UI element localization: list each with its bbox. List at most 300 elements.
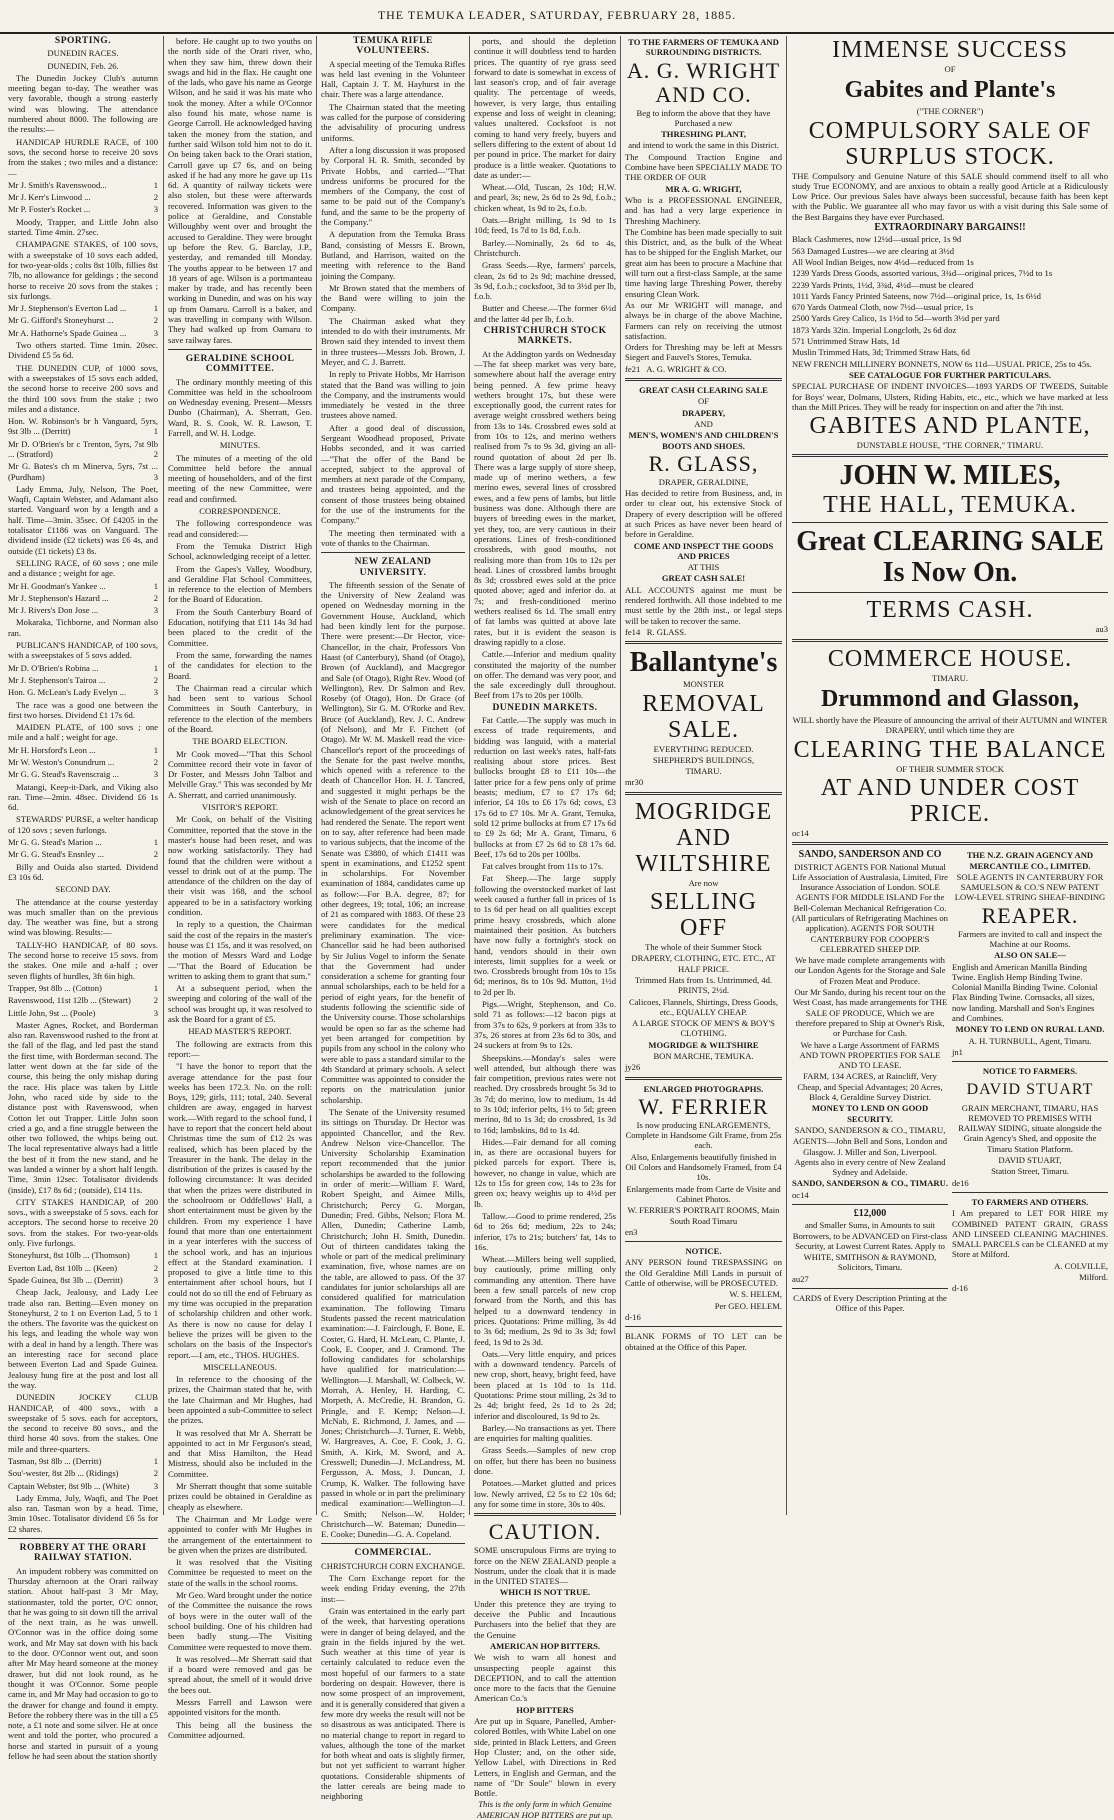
paragraph: Wheat.—Millers being well supplied, buy cautiously, prime milling only commanding any attention. There have been a few small parcels of new crop forward from the North, and this has helped to a downward tendency in prices. Quotations: Prime milling, 3s 4d to 3s 6d; medium, 2s 9d to 3s 3d; fowl feed, 1s 9d to 2s 3d. bbox=[474, 1254, 616, 1347]
ad-text: Milford. bbox=[1079, 1272, 1108, 1282]
result-row: Mr J. Kerr's Linwood ... 2 bbox=[8, 192, 158, 203]
paragraph: Matangi, Keep-it-Dark, and Viking also ran. Time—2min. 48sec. Dividend £6 1s 6d. bbox=[8, 781, 158, 813]
ad-title: AT AND UNDER COST PRICE. bbox=[820, 774, 1080, 827]
result-row: Hon. W. Robinson's br h Vanguard, 5yrs, 9st 3lb ... (Derritt) 1 bbox=[8, 416, 158, 437]
caution-ad bbox=[474, 1520, 616, 1820]
commerce-ad bbox=[792, 646, 1108, 838]
result-row: Mr W. Weston's Conundrum ... 2 bbox=[8, 757, 158, 767]
divider bbox=[625, 641, 782, 644]
paragraph: The Chairman and Mr Lodge were appointed to confer with Mr Hughes in the arrangement of the entertainment to be given when the prizes are distributed. bbox=[168, 1513, 312, 1555]
ad-text: WHICH IS NOT TRUE. bbox=[499, 1587, 591, 1598]
ad-code: d-16 bbox=[952, 1283, 968, 1294]
sub-heading: VISITOR'S REPORT. bbox=[201, 802, 279, 813]
paragraph: Cattle.—Inferior and medium quality constituted the majority of the number on offer. The demand was very poor, and the sale exceedingly dull throughout. Beef from 17s to 20s per 100lb. bbox=[474, 649, 616, 701]
section-heading: GERALDINE SCHOOL COMMITTEE. bbox=[185, 353, 295, 375]
sub-heading: DUNEDIN RACES. bbox=[47, 48, 119, 59]
caution-title: CAUTION. bbox=[488, 1519, 602, 1545]
ad-title: GABITES AND PLANTE, bbox=[809, 413, 1091, 440]
ad-text: We wish to warn all honest and unsuspecting people against this DECEPTION, and to call the attention once more to the facts that the Genuine American Co.'s bbox=[474, 1652, 616, 1704]
bargain-item: 670 Yards Oatmeal Cloth, now 7½d—usual price, 1s bbox=[792, 302, 974, 313]
paragraph: The Chairman asked what they intended to do with their instruments. Mr Brown said they intended to invest them in three trustees—Messrs Job. Brown, J. Meyer, and C. J. Barrett. bbox=[321, 315, 465, 367]
ad-title: CLEARING THE BALANCE bbox=[793, 736, 1107, 763]
ad-text: and intend to work the same in this District. bbox=[628, 140, 779, 151]
paragraph: Grass Seeds.—Samples of new crop on offer, but there has been no business done. bbox=[474, 1445, 616, 1477]
divider bbox=[321, 1543, 465, 1544]
column-ads-right bbox=[792, 36, 1108, 1515]
paragraph: A deputation from the Temuka Brass Band, consisting of Messrs E. Brown, Butland, and Harrison, waited on the meeting with reference to the Band joining the Company. bbox=[321, 229, 465, 281]
divider bbox=[792, 842, 1108, 845]
ad-text: THRESHING PLANT, bbox=[661, 129, 746, 140]
paragraph: Tallow.—Good to prime rendered, 25s 6d to 26s 6d; medium, 22s to 24s; inferior, 17s to 21s; butchers' fat, 14s to 16s. bbox=[474, 1210, 616, 1252]
result-row: Captain Webster, 8st 9lb ... (White) 3 bbox=[8, 1480, 158, 1491]
result-row: Mr H. Goodman's Yankee ... 1 bbox=[8, 580, 158, 591]
ad-text: ("THE CORNER") bbox=[916, 106, 984, 117]
bargain-item: 563 Damaged Lustres—we are clearing at 3½d bbox=[792, 245, 955, 256]
result-row: Mr J. Stephenson's Hazard ... 2 bbox=[8, 592, 158, 603]
column-ads-left bbox=[625, 36, 782, 1515]
ad-heading: ENLARGED PHOTOGRAPHS. bbox=[643, 1083, 764, 1094]
paragraph: Fat calves brought from 11s to 17s. bbox=[482, 861, 604, 872]
ad-title: COMMERCE HOUSE. bbox=[827, 645, 1073, 672]
paragraph: It was resolved that the Visiting Committee be requested to meet on the state of the walls in the school rooms. bbox=[168, 1557, 312, 1588]
ad-text: Orders for Threshing may be left at Messrs Siegert and Fauvel's Stores, Temuka. bbox=[625, 342, 782, 363]
ad-text: A. H. TURNBULL, Agent, Timaru. bbox=[968, 1035, 1092, 1046]
ad-heading: THE N.Z. GRAIN AGENCY AND MERCANTILE CO., LIMITED. bbox=[966, 850, 1094, 871]
ad-text: DRAPERY, CLOTHING, ETC. ETC., AT HALF PRICE. bbox=[631, 953, 776, 974]
result-row: Mr J. Rivers's Don Jose ... 3 bbox=[8, 605, 158, 616]
ad-text: Is now producing ENLARGEMENTS, Complete in Handsome Gilt Frame, from 25s each. bbox=[625, 1119, 782, 1151]
ad-code: jn1 bbox=[952, 1046, 963, 1057]
section-heading: CHRISTCHURCH STOCK MARKETS. bbox=[483, 326, 607, 347]
result-row: Everton Lad, 8st 10lb ... (Keen) 2 bbox=[8, 1262, 158, 1273]
section-heading: ROBBERY AT THE ORARI RAILWAY STATION. bbox=[19, 1543, 147, 1564]
paragraph: This being all the business the Committee adjourned. bbox=[168, 1719, 312, 1740]
two-column-ads bbox=[792, 849, 1108, 1314]
paragraph: Mr Brown stated that the members of the Band were willing to join the Company. bbox=[321, 282, 465, 314]
paragraph: Barley.—No transactions as yet. There are enquiries for malting qualities. bbox=[474, 1422, 616, 1444]
paragraph: Mr Cook moved—"That this School Committee record their vote in favor of Dr Foster, and Messrs John Talbot and Melville Gray." This was seconded by Mr A. Sherratt, and carried unanimously. bbox=[168, 748, 312, 800]
ad-text: AGENTS—John Bell and Sons, London and Glasgow. J. Miller and Son, Liverpool. Agents also in every centre of New Zealand Sydney and Adelaide. bbox=[792, 1136, 948, 1178]
divider bbox=[625, 1326, 782, 1327]
ad-text: MONSTER bbox=[682, 679, 725, 690]
ad-text: GRAIN MERCHANT, TIMARU, HAS REMOVED TO PREMISES WITH RAILWAY SIDING, situate alongside the Grain Agency's Shed, and opposite the Timaru Station Platform. bbox=[958, 1102, 1102, 1154]
sub-heading: CHRISTCHURCH CORN EXCHANGE. bbox=[321, 1560, 465, 1571]
column-rule bbox=[786, 36, 787, 1515]
divider bbox=[952, 1192, 1108, 1193]
race-title: CITY STAKES HANDICAP, of 200 sovs., with a sweepstake of 5 sovs. each for acceptors. The second horse to receive 20 sovs. from the stakes. For two-year-olds only. Five furlongs. bbox=[8, 1196, 158, 1249]
race-title: MAIDEN PLATE, of 100 sovs ; one mile and a half ; weight for age. bbox=[8, 722, 158, 743]
divider bbox=[792, 522, 1108, 523]
ad-text: TIMARU. bbox=[685, 766, 722, 777]
ad-text: MEN'S, WOMEN'S AND CHILDREN'S BOOTS AND SHOES. bbox=[628, 430, 779, 451]
bargain-item: 2239 Yards Prints, 1½d, 3¾d, 4½d—must be cleared bbox=[792, 279, 974, 290]
ad-text: MR A. G. WRIGHT, bbox=[665, 183, 742, 194]
paragraph: From the Temuka District High School, acknowledging receipt of a letter. bbox=[168, 540, 312, 562]
paragraph: The attendance at the course yesterday was much smaller than on the previous day. The weather was fine, but a strong wind was blowing. Results:— bbox=[8, 896, 158, 938]
ad-code: au27 bbox=[792, 1273, 809, 1284]
ad-text: Trimmed Hats from 1s. Untrimmed, 4d. PRINTS, 2½d. bbox=[634, 974, 773, 996]
bargain-item: All Wool Indian Beiges, now 4½d—reduced from 1s bbox=[792, 256, 974, 267]
ad-text: Who is a PROFESSIONAL ENGINEER, and has had a very large experience in Threshing Machinery. bbox=[625, 194, 782, 226]
paragraph: The following correspondence was read and considered:— bbox=[168, 518, 312, 539]
masthead bbox=[0, 0, 1114, 34]
paragraph: Moody, Trapper, and Little John also started. Time 4min. 27sec. bbox=[8, 216, 158, 238]
race-title: PUBLICAN'S HANDICAP, of 100 sovs, with a sweepstakes of 5 sovs added. bbox=[8, 640, 158, 661]
miles-ad bbox=[792, 461, 1108, 634]
ad-title: THE HALL, TEMUKA. bbox=[823, 492, 1077, 519]
paragraph: The ordinary monthly meeting of this Committee was held in the schoolroom on Wednesday evening. Present—Messrs Dunbo (Chairman), A. Sherratt, Geo. Ward, R. S. Cook, W. R. Lawson, T. Farrell, and W. H. Lodge. bbox=[168, 376, 312, 438]
ad-title: COMPULSORY SALE OF SURPLUS STOCK. bbox=[808, 117, 1092, 170]
bargain-item: 1011 Yards Fancy Printed Sateens, now 7½d—original price, 1s, 1s 6½d bbox=[792, 290, 1041, 301]
ad-text: W. FERRIER'S PORTRAIT ROOMS, Main South Road Timaru bbox=[627, 1205, 780, 1226]
paragraph: Mr Geo. Ward brought under the notice of the Committee the nuisance the rows of boys were in the outer wall of the school building. One of his children had been badly stung.—The Visiting Committee were requested to move them. bbox=[168, 1590, 312, 1652]
paragraph: Fat Cattle.—The supply was much in excess of trade requirements, and bidding was languid, with a material reduction on last week's rates, half-fats realising about store prices. Best bullocks brought £8 to £11 10s—the latter price for a few pens only of prime beasts; medium, £7 to £7 17s 6d; inferior, £4 10s to £6 17s 6d; cows, £3 17s 6d to £7 10s. Mr A. Grant, Temuka, sold 12 prime bullocks at from £7 17s 6d to £9 2s 6d; Mr A. Grant, Timaru, 6 bullocks at from £7 2s 6d to £8 17s 6d. Beef, 17s 6d to 20s per 100lbs. bbox=[474, 715, 616, 859]
paragraph: Fat Sheep.—The large supply following the overstocked market of last week caused a further fall in prices of 1s to 1s 6d per head on all qualities except prime heavy crossbreds, which alone maintained their position. As butchers have now fully a fortnight's stock on hand, vendors should in their own interests, limit supplies for a week or two. Crossbreds brought from 10s to 15s 6d; merinos, 8s to 10s 9d. Mutton, 1½d to 2d per lb. bbox=[474, 873, 616, 997]
result-row: Mr G. G. Stead's Marion ... 1 bbox=[8, 837, 158, 848]
result-row: Mr G. Bates's ch m Minerva, 5yrs, 7st ... (Purdham) 3 bbox=[8, 461, 158, 482]
section-heading: NEW ZEALAND UNIVERSITY. bbox=[354, 557, 432, 578]
sub-heading: SECOND DAY. bbox=[55, 884, 111, 895]
paragraph: It was resolved that Mr A. Sherratt be appointed to act in Mr Ferguson's stead, and that Miss Hamilton, the Head Mistress, should also be included in the Committee. bbox=[168, 1427, 312, 1479]
race-title: SELLING RACE, of 60 sovs ; one mile and a distance ; weight for age. bbox=[8, 557, 158, 579]
paragraph: In reply to a question, the Chairman said the cost of the repairs in the master's house was £1 15s, and it was resolved, on the motion of Messrs Ward and Lodge—"That the Board of Education be written to asking them to grant that sum." bbox=[168, 919, 312, 981]
ad-text: Are now bbox=[688, 877, 719, 888]
ad-title: W. FERRIER bbox=[638, 1093, 769, 1119]
ad-text: DAVID STUART, bbox=[998, 1155, 1062, 1166]
ad-text: BLANK FORMS of TO LET can be obtained at the Office of this Paper. bbox=[625, 1331, 782, 1352]
ad-text: COME AND INSPECT THE GOODS AND PRICES bbox=[633, 540, 774, 561]
ad-code: d-16 bbox=[625, 1311, 641, 1322]
result-row: Ravenswood, 11st 12lb ... (Stewart) 2 bbox=[8, 995, 158, 1006]
bargain-item: 571 Untrimmed Straw Hats, 1d bbox=[792, 336, 900, 347]
column-sporting bbox=[8, 36, 158, 1762]
ad-code: de16 bbox=[952, 1177, 969, 1188]
ad-text: AMERICAN HOP BITTERS. bbox=[489, 1640, 601, 1651]
ad-text: Our Mr Sando, during his recent tour on the West Coast, has made arrangements for THE SALE OF PRODUCE, Which we are therefore prepared to Ship at Owner's Risk, or Purchase for Cash. bbox=[792, 987, 948, 1039]
result-row: Mr H. Horsford's Leon ... 1 bbox=[8, 744, 158, 755]
paragraph: Butter and Cheese.—The former 6½d and the latter 4d per lb, f.o.b. bbox=[474, 303, 616, 324]
section-heading: COMMERCIAL. bbox=[354, 1548, 432, 1559]
paragraph: Lady Emma, July, Nelson, The Poet, Waqfi, Captain Webster, and Adamant also started. Vanguard won by a length and a half. Time—3min. 35sec. Of £4205 in the totalisator £1186 was on Vanguard. The dividend inside (£2 tickets) was £6 4s, and outside (£1 tickets) £3 8s. bbox=[8, 483, 158, 556]
result-row: Mr G. G. Stead's Ensnley ... 2 bbox=[8, 849, 158, 860]
ad-text: We have a Large Assortment of FARMS AND TOWN PROPERTIES FOR SALE AND TO LEASE. bbox=[799, 1039, 941, 1071]
divider bbox=[625, 1077, 782, 1080]
ad-heading: NOTICE. bbox=[685, 1246, 722, 1257]
sub-heading: MINUTES. bbox=[219, 440, 261, 451]
paragraph: Grain was entertained in the early part of the week, that harvesting operations were in danger of being delayed, and the grain in the fields injured by the wet. Such weather at this time of year is certainly calculated to reduce even the most hopeful of our farmers to a state bordering on despair. However, there is now some prospect of an improvement, and it is generally considered that given a few more dry weeks the result will not be so disastrous as was anticipated. There is no material change to report in regard to values, although the tone of the market for both wheat and oats is slightly firmer, but not yet sufficient to warrant higher quotations. Considerable shipments of the latter cereals are being made to neighboring bbox=[321, 1605, 465, 1802]
ad-text: Per GEO. HELEM. bbox=[714, 1300, 782, 1311]
bargain-list bbox=[792, 234, 1108, 369]
ad-text: Enlargements made from Carte de Visite and Cabinet Photos. bbox=[626, 1183, 781, 1204]
column-markets bbox=[474, 36, 616, 1820]
ad-code: en3 bbox=[625, 1226, 638, 1237]
ad-text: SOME unscrupulous Firms are trying to force on the NEW ZEALAND people a Nostrum, under the cloak that it is made in the UNITED STATES— bbox=[474, 1545, 616, 1587]
ad-code: au3 bbox=[1095, 624, 1108, 635]
ad-text: This is the only form in which Genuine AMERICAN HOP BITTERS are put up. bbox=[476, 1799, 614, 1820]
column-rule bbox=[163, 36, 164, 1515]
result-row: Mr D. O'Brien's br c Trenton, 5yrs, 7st 9lb ... (Stratford) 2 bbox=[8, 438, 158, 459]
result-row: Mr J. Smith's Ravenswood... 1 bbox=[8, 179, 158, 190]
ad-text: English and American Manilla Binding Twine. English Hemp Binding Twine. Colonial Manilla Binding Twine. Colonial Flax Binding Twine. Cornsacks, all sizes, now landing. Marshall and Son's Engines and Combines. bbox=[952, 961, 1098, 1024]
race-title: DUNEDIN JOCKEY CLUB HANDICAP, of 400 sovs., with a sweepstake of 5 sovs. each for acceptors, the second to receive 80 sovs., and the third horse 40 sovs. from the stakes. One mile and three-quarters. bbox=[8, 1392, 158, 1454]
result-row: Tasman, 9st 8lb ... (Derritt) 1 bbox=[8, 1456, 158, 1466]
paragraph: Hides.—Fair demand for all coming in, as there are occasional buyers for picked parcels for export. There is, however, no change in value, which are 12s to 15s for green cow, 14s to 23s for green ox; heavy weights up to 4½d per lb. bbox=[474, 1136, 616, 1209]
ad-text: GREAT CASH SALE! bbox=[661, 573, 746, 584]
paragraph: Barley.—Nominally, 2s 6d to 4s, Christchurch. bbox=[474, 237, 616, 258]
ad-title: Gabites and Plante's bbox=[844, 77, 1056, 104]
ad-text: Also, Enlargements beautifully finished in Oil Colors and Handsomely Framed, from £4 10s. bbox=[625, 1151, 782, 1183]
bargain-item: NEW FRENCH MILLINERY BONNETS, NOW 6s 11d—USUAL PRICE, 25s to 45s. bbox=[792, 358, 1092, 369]
paragraph: After a good deal of discussion, Sergeant Woodhead proposed, Private Hobbs seconded, and it was carried—"That the offer of the Band be accepted, subject to the approval of members at next parade of the Company, and trustees being appointed, and the consent of those trustees being obtained for the use of the instruments for the Company." bbox=[321, 422, 465, 526]
paragraph: From the Gapes's Valley, Woodbury, and Geraldine Flat School Committees, in reference to the election of Members for the Board of Education. bbox=[168, 563, 312, 605]
bargain-item: Muslin Trimmed Hats, 3d; Trimmed Straw Hats, 6d bbox=[792, 347, 970, 358]
ad-text: AT THIS bbox=[687, 562, 720, 573]
glass-ad bbox=[625, 385, 782, 637]
ad-code: mr30 bbox=[625, 777, 644, 788]
paragraph: Lady Emma, July, Waqfi, and The Poet also ran. Tasman won by a head. Time, 3min 10sec. Totalisator dividend £6 5s for £2 shares. bbox=[8, 1492, 158, 1534]
paragraph: Pigs.—Wright, Stephenson, and Co. sold 71 as follows:—12 bacon pigs at from 37s to 62s, 9 porkers at from 33s to 37s, 26 stores at from 23s 6d to 30s, and 24 suckers at from 9s to 12s. bbox=[474, 999, 616, 1051]
ad-heading: NOTICE TO FARMERS. bbox=[982, 1066, 1078, 1077]
ad-code: oc14 bbox=[792, 827, 809, 838]
ad-text: Station Street, Timaru. bbox=[991, 1166, 1069, 1177]
ad-signoff: fe14 R. GLASS. bbox=[625, 626, 687, 637]
paragraph: Cheap Jack, Jealousy, and Lady Lee trade also ran. Betting—Even money on Stoneyhurst, 2 to 1 on Everton Lad, 5 to 1 the others. The favorite was the quickest on his legs, and leading the whole way won with a deal in hand by a length. There was an interesting race for second place between Everton Lad and Spade Guinea. Jealousy hung fire at the post and lost all the way. bbox=[8, 1287, 158, 1390]
paragraph: A special meeting of the Temuka Rifles was held last evening in the Volunteer Hall, Captain J. T. M. Hayhurst in the chair. There was a large attendance. bbox=[321, 58, 465, 100]
divider bbox=[792, 1288, 948, 1289]
ad-text: A LARGE STOCK OF MEN'S & BOY'S CLOTHING. bbox=[632, 1018, 775, 1039]
result-row: Mr A. Hathorne's Spade Guinea ... 3 bbox=[8, 327, 158, 338]
bargain-item: 1239 Yards Dress Goods, assorted various, 3¾d—original prices, 7½d to 1s bbox=[792, 268, 1053, 279]
ad-heading: TO THE FARMERS OF TEMUKA AND SURROUNDING DISTRICTS. bbox=[628, 37, 779, 58]
notice-ad bbox=[625, 1246, 782, 1322]
paragraph: Mr Sherratt thought that some suitable prizes could be obtained in Geraldine as cheaply as elsewhere. bbox=[168, 1481, 312, 1512]
sub-heading: CORRESPONDENCE. bbox=[199, 506, 281, 517]
ad-text: and Smaller Sums, in Amounts to suit Borrowers, to be ADVANCED on First-class Security, at Lowest Current Rates. Apply to bbox=[792, 1220, 948, 1251]
paragraph: Messrs Farrell and Lawson were appointed visitors for the month. bbox=[168, 1697, 312, 1718]
ad-text: AND bbox=[694, 418, 713, 429]
column-volunteers-university bbox=[321, 36, 465, 1802]
ad-text: ALSO ON SALE— bbox=[994, 950, 1066, 961]
ad-heading: EXTRAORDINARY BARGAINS!! bbox=[874, 222, 1026, 234]
paragraph: "I have the honor to report that the average attendance for the past four weeks has been 172.3. No. on the roll: Boys, 129; girls, 111; total, 240. Several children are away, engaged in harvest work.—With regard to the school fund, I have to report that the concert held about Christmas time the sum of £12 2s was realised, which has been placed by the Treasurer in the bank. The delay in the distribution of the prizes is caused by the following circumstance: It was decided that when the prizes were distributed in the schoolroom or Oddfellows' Hall, a short entertainment must be given by the children. From my experience I have found that more than one entertainment in a year interferes with the success of the school work, and has an injurious effect at the Standard examination. I proposed to give a little time to this entertainment after school hours, but I could not do so till the end of February as my time was occupied in the preparation of scholarship children and other work. As there is now no cause for delay I believe the prizes will be given to the scholars on the basis of the Inspector's report.—I am, etc., THOS. HUGHES. bbox=[168, 1061, 312, 1360]
ad-heading: TO FARMERS AND OTHERS. bbox=[971, 1196, 1089, 1207]
paragraph: Billy and Ouida also started. Dividend £3 10s 6d. bbox=[8, 861, 158, 882]
paragraph: The Corn Exchange report for the week ending Friday evening, the 27th inst:— bbox=[321, 1573, 465, 1604]
ad-text: WHITE, SMITHSON & RAYMOND, Solicitors, Timaru. bbox=[803, 1252, 937, 1273]
ad-text: SPECIAL PURCHASE OF INDENT INVOICES—1893 YARDS OF TWEEDS, Suitable for Boys' wear, Dolmans, Ulsters, Riding Habits, etc., etc., which we have marked at less than the Mill Prices. They will be ready for inspection on and after the 7th inst. bbox=[792, 381, 1108, 412]
paragraph: The race was a good one between the first two horses. Dividend £1 17s 6d. bbox=[8, 699, 158, 720]
paragraph: The Chairman read a circular which had been sent to various School Committees in South Canterbury, in reference to the election of the members of the Board. bbox=[168, 682, 312, 734]
ad-text: Has decided to retire from Business, and, in order to clear out, his extensive Stock of Drapery of every description will be offered at such Prices as have never been heard of before in Geraldine. bbox=[625, 488, 782, 540]
divider bbox=[792, 454, 1108, 457]
bargain-item: Black Cashmeres, now 12½d—usual price, 1s 9d bbox=[792, 234, 962, 245]
sub-heading: THE BOARD ELECTION. bbox=[192, 736, 288, 747]
ad-text: The whole of their Summer Stock bbox=[645, 942, 762, 953]
paragraph: At a subsequent period, when the sweeping and coloring of the wall of the school was brought up, it was resolved to ask the Board for a grant of £5. bbox=[168, 983, 312, 1025]
divider bbox=[321, 552, 465, 553]
result-row: Mr J. Stephenson's Everton Lad ... 1 bbox=[8, 303, 158, 314]
ad-text: Calicoes, Flannels, Shirtings, Dress Goods, etc., EQUALLY CHEAP. bbox=[629, 996, 778, 1017]
paragraph: The following are extracts from this report:— bbox=[168, 1038, 312, 1059]
paragraph: The Dunedin Jockey Club's autumn meeting began to-day. The weather was very favorable, though a strong easterly wind was blowing. The attendance numbered about 8000. The following are the results:— bbox=[8, 72, 158, 135]
paragraph: Master Agnes, Rocket, and Borderman also ran. Ravenswood rushed to the front at the fall of the flag, and led past the stand the first time, with Borderman second. The latter went down at the far side of the course, this being the only mishap during the race. His place was taken by Little John, who raced side by side to the distance post with Ravenswood, when Cotton let out Trapper. Little John soon cried a go, and a fine struggle between the other two followed, the whips being out. The local representative always had a little the best of it from the new stand, and he was landed a winner by a short half length. Time, 3min 12sec. Totalisator dividends (inside), £17 8s 6d ; (outside), £14 11s. bbox=[8, 1019, 158, 1195]
result-row: Mr J. Stephenson's Tairoa ... 2 bbox=[8, 674, 158, 685]
ferrier-ad bbox=[625, 1084, 782, 1238]
paragraph: In reference to the choosing of the prizes, the Chairman stated that he, with the late Chairman and Mr Hughes, had been appointed a sub-Committee to select the prizes. bbox=[168, 1374, 312, 1426]
column-rule bbox=[469, 36, 470, 1515]
paragraph: Mr Cook, on behalf of the Visiting Committee, reported that the stove in the master's house had been reset, and was now working satisfactorily. They had found that the children were without a vessel to drink out of at the pump. The attendance of the children on the day of their visit was 168, and the school appeared to be in a satisfactory working condition. bbox=[168, 814, 312, 918]
paragraph: After a long discussion it was proposed by Corporal H. R. Smith, seconded by Private Hobbs, and carried—"That undress uniforms be procured for the members of the Company, the cost of same to be paid out of the Company's fund, and the same to be the property of the Company." bbox=[321, 144, 465, 228]
result-row: Mr P. Foster's Rocket ... 3 bbox=[8, 204, 158, 215]
paragraph: The minutes of a meeting of the old Committee held before the annual meeting of householders, and of the first meeting of the new Committee, were read and confirmed. bbox=[168, 452, 312, 504]
ad-text: THE Compulsory and Genuine Nature of this SALE should commend itself to all who study True ECONOMY, and are anxious to obtain a really good Article at a Ridiculously Low Price. Our previous Sales have always been successful, because faith has been kept with the Public. We guarantee all who may favor us with a visit during this Sale some of the Best Bargains they have ever Purchased. bbox=[792, 170, 1108, 222]
divider bbox=[792, 639, 1108, 642]
paragraph: It was resolved—Mr Sherratt said that if a board were removed and gas be spread about, the smell of it would drive the bees out. bbox=[168, 1653, 312, 1695]
column-geraldine bbox=[168, 36, 312, 1740]
ad-text: SEE CATALOGUE FOR FURTHER PARTICULARS. bbox=[848, 369, 1052, 380]
paragraph: An impudent robbery was committed on Thursday afternoon at the Orari railway station. About half-past 3 Mr May, stationmaster, told the porter, O'C onnor, that he was going to sit down till the arrival of the next train, as he was unwell. O'Connor was in the office doing some work, and Mr May sat down with his back to the door. O'Connor went out, and soon after Mr May heard someone at the money drawer, but did not look round, as he thought it was O'Connor. Some people came in, and Mr May had occasion to go to the drawer for change and found it empty. Before the robbery there was in the till a £5 note, a £1 note and some silver. He at once went and told the porter, who procured a horse and started in pursuit of a young fellow he had seen about the station shortly bbox=[8, 1565, 158, 1762]
ad-text: Beg to inform the above that they have Purchased a new bbox=[636, 107, 771, 128]
ad-heading: GREAT CASH CLEARING SALE bbox=[639, 385, 768, 396]
sub-heading: HEAD MASTER'S REPORT. bbox=[188, 1026, 292, 1037]
result-row: Sou'-wester, 8st 2lb ... (Ridings) 2 bbox=[8, 1468, 158, 1479]
ad-text: FARM, 134 ACRES, at Raincliff, Very Cheap, and Special Advantages; 20 Acres, Block 4, Geraldine Survey District. bbox=[797, 1071, 943, 1103]
paragraph: The Chairman stated that the meeting was called for the purpose of considering the advisability of procuring undress uniforms. bbox=[321, 101, 465, 143]
ad-text: HOP BITTERS bbox=[516, 1704, 574, 1715]
ad-text: MONEY TO LEND ON RURAL LAND. bbox=[955, 1024, 1105, 1035]
divider bbox=[792, 592, 1108, 593]
grain-agency-ad bbox=[952, 849, 1108, 1314]
ad-text: Are put up in Square, Panelled, Amber-colored Bottles, with White Label on one side, printed in Black Letters, and Green Hop Cluster; and, on the other side, Yellow Label, with Directions in Red Letters, in English and German, and the name of "Dr Soule" blown in every Bottle. bbox=[474, 1716, 616, 1799]
ad-text: OF bbox=[944, 64, 956, 74]
ad-title: Drummond and Glasson, bbox=[820, 686, 1080, 713]
paragraph: From the same, forwarding the names of the candidates for election to the Board. bbox=[168, 649, 312, 681]
ad-text: SANDO, SANDERSON & CO., TIMARU. bbox=[792, 1178, 948, 1189]
ad-text: ANY PERSON found TRESPASSING on the Old Geraldine Mill Lands in pursuit of Cattle of otherwise, will be PROSECUTED. bbox=[625, 1257, 782, 1289]
ad-text: MONEY TO LEND ON GOOD SECURITY. bbox=[811, 1103, 929, 1124]
bargain-item: 1873 Yards 32in. Imperial Longcloth, 2s 6d doz bbox=[792, 324, 957, 335]
divider bbox=[952, 1061, 1108, 1062]
section-heading: SPORTING. bbox=[54, 36, 112, 46]
column-rule bbox=[620, 36, 621, 1515]
ad-title: REMOVAL SALE. bbox=[642, 690, 765, 743]
ad-text: DISTRICT AGENTS FOR National Mutual Life Association of Australasia, Limited, Fire Insurance Association of London. SOLE AGENTS FOR MIDDLE ISLAND For the Bell-Coleman Mechanical Refrigeration Co. (All particulars of Refrigerating Machines on application). AGENTS FOR SOUTH CANTERBURY FOR COOPER'S CELEBRATED SHEEP DIP. bbox=[792, 861, 948, 954]
paragraph: Grass Seeds.—Rye, farmers' parcels, clean, 2s 6d to 2s 9d; machine dressed, 3s 9d, f.o.b.; cocksfoot, 3d to 3½d per lb, f.o.b. bbox=[474, 260, 616, 302]
divider bbox=[8, 1538, 158, 1539]
ad-text: MOGRIDGE & WILTSHIRE bbox=[648, 1039, 759, 1050]
ad-text: A. COLVILLE, bbox=[1054, 1260, 1108, 1271]
ad-text: The Combine has been made specially to suit this District, and, as the bulk of the Wheat has to be shipped for the English Market, our great aim has been to procure a Machine that will turn out a first-class Sample, at the same time having large Threshing Power, thereby ensuring Clean Work. bbox=[625, 226, 782, 299]
divider bbox=[625, 792, 782, 795]
ad-title: SANDO, SANDERSON AND CO bbox=[798, 849, 942, 861]
paragraph: before. He caught up to two youths on the north side of the Orari river, who, when they saw him, threw down their swags and hid in the flax. He caught one of the lads, who gave his name as George Wilson, and he said it was his mate who took the money. After a while O'Connor also found his mate, whose name is George Carroll. He acknowledged having taken the money from the station, and further said Wilson told him not to do it. On being taken back to the Orari station, Carroll gave up £7 6s, and on being asked if he had any more he gave up 11s 6d. A quantity of railway tickets were also stolen, but these were afterwards recovered. Information was given to the police at Geraldine, and Constable Willoughby went over and brought the accused to Geraldine. They were brought up before the Rev. G. Barclay, J.P., yesterday, and remanded till Monday. The youths appear to be between 17 and 18 years of age. Wilson is a portmanteau maker by trade, and has recently been working in Dunedin, and was on his way up from Oamaru. Carroll is a baker, and was travelling in company with Wilson. They had walked up from Oamaru to save railway fares. bbox=[168, 36, 312, 345]
ad-text: W. S. HELEM, bbox=[729, 1289, 782, 1300]
ad-title: Is Now On. bbox=[882, 557, 1018, 589]
paragraph: Sheepskins.—Monday's sales were well attended, but although there was fair competition, previous rates were not reached. Dry crossbreds brought 5s 3d to 3s 7d; do merino, low to medium, 1s 4d to 3s 10d; inferior pelts, 1½ to 5d; green merino, 8d to 1s 3d; do crossbred, 1s 3d to 16d; lambskins, 8d to 1s 4d. bbox=[474, 1052, 616, 1135]
ad-text: OF THEIR SUMMER STOCK bbox=[896, 763, 1004, 774]
divider bbox=[792, 1204, 948, 1205]
result-row: Spade Guinea, 8st 3lb ... (Derritt) 3 bbox=[8, 1274, 158, 1285]
ad-text: DUNSTABLE HOUSE, "THE CORNER," TIMARU. bbox=[856, 440, 1044, 451]
wright-ad bbox=[625, 37, 782, 374]
ballantyne-ad bbox=[625, 648, 782, 787]
paragraph: Two others started. Time 1min. 20sec. Dividend £5 5s 6d. bbox=[8, 340, 158, 361]
ad-code: jy26 bbox=[625, 1062, 641, 1073]
ad-text: TIMARU. bbox=[931, 672, 969, 683]
paragraph: Potatoes.—Market glutted and prices low. Newly arrived, £2 5s to £2 10s 6d; any for some time in store, 30s to 40s. bbox=[474, 1478, 616, 1509]
result-row: Trapper, 9st 8lb ... (Cotton) 1 bbox=[8, 982, 158, 993]
result-row: Mr D. O'Brien's Robina ... 1 bbox=[8, 662, 158, 673]
ad-text: DRAPERY, bbox=[681, 407, 726, 418]
paragraph: The fifteenth session of the Senate of the University of New Zealand was opened on Wednesday morning in the Government House, Auckland, which had been kindly lent for the purpose. There were present:—Dr Hector, vice-Chancellor, in the chair, Professors Von Haast (of Canterbury), Shand (of Otago), Brown (of Auckland), and Macgregor and Sale (of Otago), Right Rev. Wood (of Wellington), Rev. Dr Salmon and Rev. Roseby (of Otago), Hon. Dr Grace (of Wellington), Sir G. M. O'Rorke and Rev. Bruce (of Auckland), Rev. J. C. Andrew (of Nelson), and Mr F. Fitchett (of Otago). Mr W. M. Maskell read the vice-Chancellor's report of the proceedings of the Senate for the past twelve months, which opened with a reference to the death of Chancellor Hon. H. J. Tancred, and suggested it might perhaps be the wish of the Senate to place on record an acknowledgement of the great services he had rendered the Senate. The report went on to say, after reference had been made to various subjects, that the income of the Senate was £3880, of which £1411 was spent in examinations, and £1252 spent in scholarships. For November examination of 1884, candidates came up as follow:—For B.A. degree, 87; for other degrees, 19; total, 106; an increase of 21 as compared with 1883. Of these 23 were candidates for the medical preliminary examination. The vice-Chancellor said he had been authorised by Sir Julius Vogel to inform the Senate that the Government had under consideration a scheme for granting four annual scholarships, each to be held for a period of eight years, for the benefit of students following the scientific side of the University course. Those scholarships would be open so far as the scheme had yet been arranged for competition by pupils from any school in the colony who were able to pass a standard similar to the 4th Standard at primary schools. A select Committee was appointed to consider the reports on the matriculation junior scholarship. bbox=[321, 579, 465, 1105]
gabites-ad bbox=[792, 37, 1108, 450]
paragraph: From the South Canterbury Board of Education, notifying that £11 14s 3d had been placed to the credit of the Committee. bbox=[168, 606, 312, 648]
race-title: STEWARDS' PURSE, a welter handicap of 120 sovs ; seven furlongs. bbox=[8, 814, 158, 835]
paragraph: At the Addington yards on Wednesday—The fat sheep market was very bare, somewhere about half the average entry being penned. A few prime heavy wethers brought 17s, but these were exceptionally good, the current rates for average weight crossbred wethers being from 13s to 14s. Crossbred ewes sold at from 10s to 12s, and merino wethers realised from 7s to 9s 3d, giving an all-round quotation of about 2d per lb. There was a large supply of store sheep, made up of merino wethers, a few merino ewes, several lines of crossbred ewes, and a few pens of lambs, but little business was done. Although there are buyers of breeding ewes in the market, yet they, too, are very cautious in their operations. Lines of fresh-conditioned crossbreds, with good mouths, not realising more than from 10s to 12s per head. Lines of crossbred lambs brought 8s 3d; crossbred ewes sold at the price quoted above; aged and inferior do. at 7s; and fresh-conditioned merino wethers realised 6s 1d. The small entry of fat lambs was quitted at above late rates, but it is evident the season is drawing rapidly to a close. bbox=[474, 348, 616, 647]
newspaper-title: THE TEMUKA LEADER, SATURDAY, FEBRUARY 28, 1885. bbox=[377, 8, 737, 22]
race-title: TALLY-HO HANDICAP, of 80 sovs. The second horse to receive 15 sovs. from the stakes. One mile and a-half ; over seven flights of hurdles, 3ft 6in high. bbox=[8, 939, 158, 981]
divider bbox=[625, 1241, 782, 1242]
paragraph: Oats.—Bright milling, 1s 9d to 1s 10d; feed, 1s 7d to 1s 8d, f.o.b. bbox=[474, 215, 616, 236]
ad-title: TERMS CASH. bbox=[866, 597, 1034, 624]
paragraph: The Senate of the University resumed its sittings on Thursday. Dr Hector was appointed Chancellor, and the Rev. Andrew Nelson vice-Chancellor. The University Scholarship Examination report recommended that the junior scholarships be awarded to the following in order of merit:—William F. Ward, Robert Speight, and Aimee Mills, Christchurch; Percy G. Morgan, Dunedin; Fred. Gibbs, Nelson; Flora M. Allen, Dunedin; Catherine Lamb, Christchurch; John H. Smith, Dunedin. Out of thirteen candidates taking the whole or part of the medical preliminary examination, five, whose names are on the table, are allowed to pass. Of the 37 candidates for junior scholarships all are considered qualified for matriculation examination. The following Timaru Students passed the recent matriculation examination:—J. Fairclough, F. Bone, E. Coster, G. Hard, H. McLean, C. Plante, J. Cook, E. Cooper, and J. Cramond. The following candidates for scholarships have qualified for matriculation:—Wellington—J. Marshall, W. Colbeck, W. Morrah, A. Henley, H. Harding, C. Morpeth, A. McCredie, H. Brandon, G. Pringle, and F. Kemp; Nelson—J. McNab, E. Richmond, J. James, and —Jones; Christchurch—J. Turner, E. Webb, W. Hargreaves, A. Coe, F. Cook, J. G. Smith, A. Kirk, M. Sword, and A. Cresswell; Dunedin—J. McLandress, M. Fergusson, A. Moss, J. Duncan, J. Crump, K. Walker. The following have passed in whole or in part the preliminary medical examination:—Wellington—J. C. Smith; Nelson—W. Holder; Christchurch—W. Bateman; Dunedin—E. Cooke; Dunedin—G. A. Copeland. bbox=[321, 1106, 465, 1540]
paragraph: Mokaraka, Tichborne, and Norman also ran. bbox=[8, 617, 158, 638]
ad-title: JOHN W. MILES, bbox=[839, 460, 1061, 492]
race-title: CHAMPAGNE STAKES, of 100 sovs, with a sweepstake of 10 sovs each added, for two-year-olds ; colts 8st 10lb, fillies 8st 7lb, no allowance for geldings ; the second horse to receive 20 sovs from the stakes ; six furlongs. bbox=[8, 239, 158, 301]
ad-text: The Compound Traction Engine and Combine have been SPECIALLY MADE TO THE ORDER OF OUR bbox=[625, 151, 782, 183]
ad-title: A. G. WRIGHT AND CO. bbox=[626, 57, 781, 107]
ad-text: BON MARCHE, TEMUKA. bbox=[653, 1051, 754, 1061]
ad-title: £12,000 bbox=[853, 1208, 887, 1219]
divider bbox=[168, 349, 312, 350]
result-row: Little John, 9st ... (Poole) 3 bbox=[8, 1007, 158, 1018]
ad-title: MOGRIDGE AND WILTSHIRE bbox=[634, 798, 773, 877]
sub-heading: MISCELLANEOUS. bbox=[203, 1361, 277, 1372]
paragraph: The meeting then terminated with a vote of thanks to the Chairman. bbox=[321, 527, 465, 548]
ad-text: Under this pretence they are trying to deceive the Public and Incautious Purchasers into the belief that they are the Genuine bbox=[474, 1598, 616, 1640]
divider bbox=[474, 1513, 616, 1516]
mogridge-ad bbox=[625, 799, 782, 1073]
column-rule bbox=[316, 36, 317, 1515]
divider bbox=[625, 378, 782, 381]
ad-text: OF bbox=[698, 396, 709, 407]
ad-title: R. GLASS, bbox=[648, 450, 759, 476]
ad-text: SOLE AGENTS IN CANTERBURY FOR SAMUELSON & CO.'S NEW PATENT LOW-LEVEL STRING SHEAF-BINDING bbox=[954, 871, 1106, 903]
race-title: THE DUNEDIN CUP, of 1000 sovs, with a sweepstakes of 15 sovs each added, the second horse to receive 200 sovs and the third 100 sovs from the stake ; two miles and a distance. bbox=[8, 362, 158, 414]
section-heading: DUNEDIN MARKETS. bbox=[492, 702, 598, 713]
sando-ad bbox=[792, 849, 948, 1314]
ad-text: DRAPER, GERALDINE, bbox=[658, 476, 749, 487]
ad-text: SHEPHERD'S BUILDINGS, bbox=[652, 754, 755, 765]
ad-title: DAVID STUART bbox=[966, 1080, 1094, 1098]
ad-text: WILL shortly have the Pleasure of announcing the arrival of their AUTUMN and WINTER DRAPERY, until which time they are bbox=[792, 715, 1108, 736]
paragraph: ports, and should the depletion continue it will doubtless tend to harden prices. The quantity of rye grass seed forward to date is somewhat in excess of last season's crop, and of fair average quality. The percentage of weeds, however, is very large, thus entailing expense and loss of weight in cleaning; values unaltered. Cocksfoot is not coming to hand very freely, buyers and sellers differing to the extent of about 1d per pound in price. The market for dairy produce is a little weaker. Quotations to date as under:— bbox=[474, 36, 616, 180]
result-row: Hon. G. McLean's Lady Evelyn ... 3 bbox=[8, 687, 158, 698]
ad-title: SELLING OFF bbox=[650, 889, 757, 942]
bargain-item: 2500 Yards Grey Calico, 1s 1½d to 5d—worth 3½d per yard bbox=[792, 313, 1000, 324]
ad-text: CARDS of Every Description Printing at the Office of this Paper. bbox=[793, 1293, 947, 1314]
result-row: Stoneyhurst, 8st 10lb ... (Thomson) 1 bbox=[8, 1250, 158, 1261]
ad-signoff: fe21 A. G. WRIGHT & CO. bbox=[625, 363, 727, 374]
paragraph: Oats.—Very little enquiry, and prices with a downward tendency. Parcels of new crop, short, heavy, bright feed, have been placed at 1s 10d to 1s 11d. Quotations: Prime stout milling, 2s 3d to 2s 4d; bright feed, 2s 1d to 2s 2d; inferior and discoloured, 1s 9d to 2s. bbox=[474, 1348, 616, 1421]
ad-text: SANDO, SANDERSON & CO., TIMARU, bbox=[794, 1124, 946, 1135]
ad-title: Ballantyne's bbox=[629, 647, 778, 679]
paragraph: In reply to Private Hobbs, Mr Harrison stated that the Band was willing to join the Company, and the instruments would immediately be vested in the three trustees above named. bbox=[321, 369, 465, 421]
race-title: HANDICAP HURDLE RACE, of 100 sovs, the second horse to receive 20 sovs from the stakes ; two miles and a distance:— bbox=[8, 136, 158, 178]
ad-text: EVERYTHING REDUCED. bbox=[653, 743, 754, 754]
ad-title: REAPER. bbox=[981, 902, 1079, 928]
ad-text: Farmers are invited to call and inspect the Machine at our Rooms. bbox=[958, 928, 1102, 949]
